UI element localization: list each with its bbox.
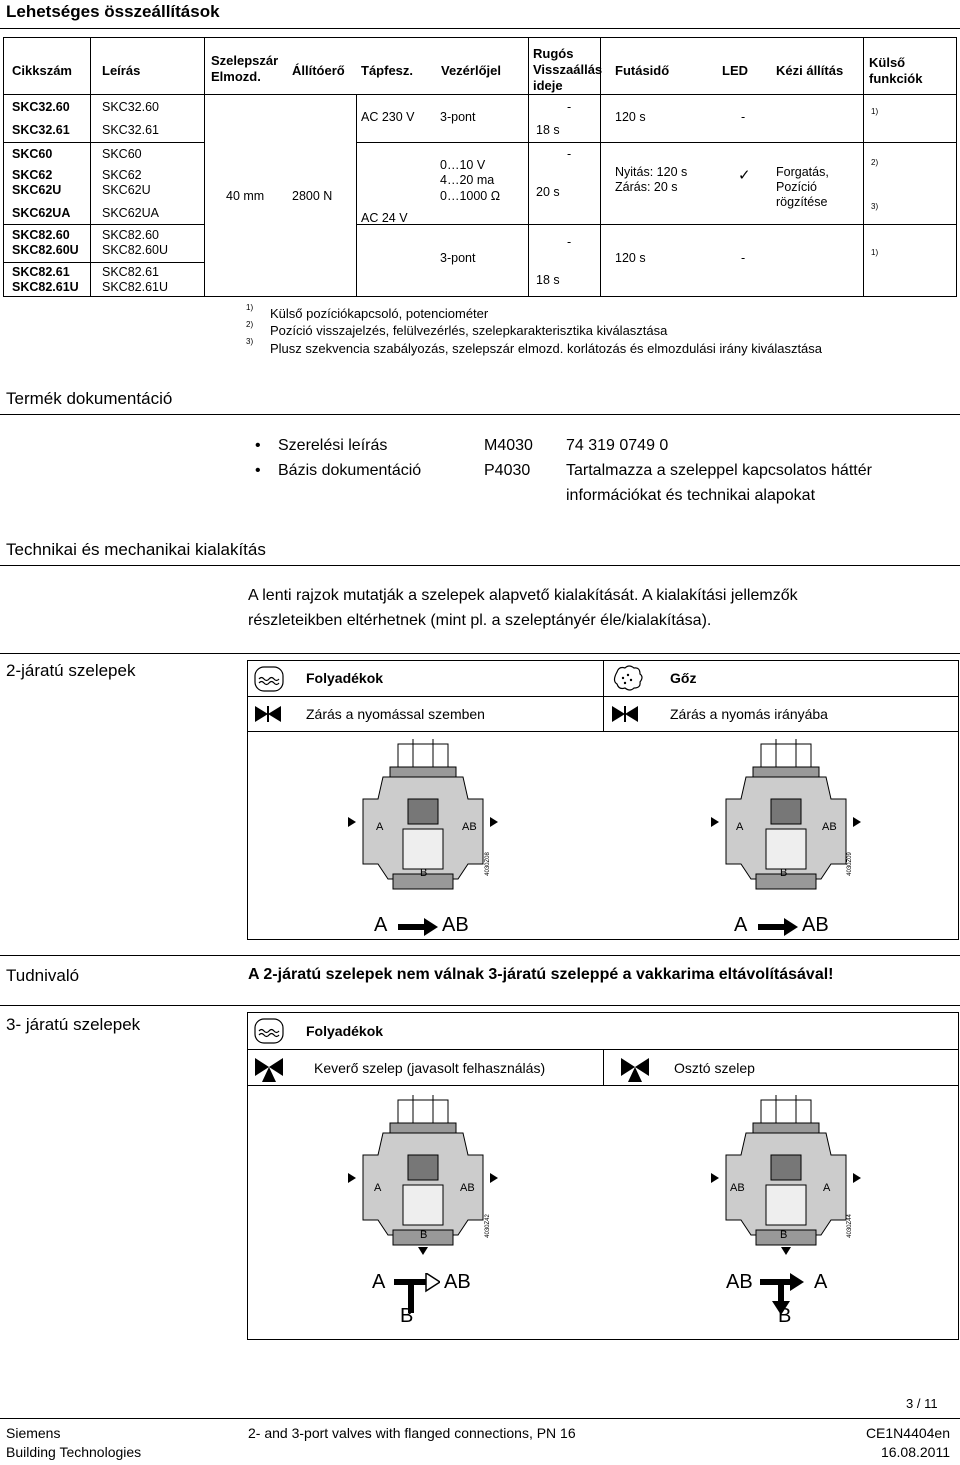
rugos-cell: 18 s bbox=[536, 273, 560, 287]
header-rugos: Rugós Visszaállás ideje bbox=[533, 46, 603, 93]
bullet-icon: • bbox=[255, 462, 261, 479]
port-label: A bbox=[374, 1182, 382, 1194]
footnote-text: Pozíció visszajelzés, felülvezérlés, szelepkarakterisztika kiválasztása bbox=[270, 323, 668, 338]
kezi-cell: Pozíció bbox=[776, 180, 817, 194]
section-termek-title: Termék dokumentáció bbox=[6, 389, 173, 408]
section-2port-title: 2-járatú szelepek bbox=[6, 661, 136, 680]
cikkszam-cell: SKC32.60 bbox=[12, 100, 70, 114]
termek-item-name: Szerelési leírás bbox=[278, 437, 388, 454]
header-futasido: Futásidő bbox=[615, 63, 670, 78]
drawing-code: 4030Z09 bbox=[846, 852, 853, 876]
futasido-cell: Zárás: 20 s bbox=[615, 180, 678, 194]
flow-label: AB bbox=[444, 1271, 471, 1293]
flow-label: B bbox=[778, 1305, 792, 1327]
futasido-cell: 120 s bbox=[615, 251, 646, 265]
led-cell: - bbox=[741, 251, 746, 265]
footnote-mark: 1) bbox=[246, 303, 254, 312]
section-rule bbox=[0, 565, 960, 566]
port-label: AB bbox=[460, 1182, 475, 1194]
page-title: Lehetséges összeállítások bbox=[6, 2, 220, 21]
leiras-cell: SKC32.60 bbox=[102, 100, 159, 114]
section-rule bbox=[0, 653, 960, 654]
bullet-icon: • bbox=[255, 437, 261, 454]
footer-date: 16.08.2011 bbox=[880, 1444, 950, 1460]
cikkszam-cell: SKC82.61 bbox=[12, 265, 70, 279]
header-led: LED bbox=[722, 63, 748, 78]
port-label: B bbox=[780, 1229, 788, 1241]
flow-label: A bbox=[814, 1271, 828, 1293]
flow-label: AB bbox=[442, 914, 469, 936]
leiras-cell: SKC62U bbox=[102, 183, 151, 197]
port-label: B bbox=[420, 1229, 428, 1241]
header-cikkszam: Cikkszám bbox=[12, 63, 72, 78]
medium-label-left: Folyadékok bbox=[306, 670, 384, 686]
kulso-cell: 1) bbox=[871, 107, 879, 116]
kezi-cell: Forgatás, bbox=[776, 165, 829, 179]
cikkszam-cell: SKC62U bbox=[12, 183, 62, 197]
flow-label: A bbox=[374, 914, 388, 936]
vezerlojel-cell: 3-pont bbox=[440, 110, 476, 124]
technikai-text: A lenti rajzok mutatják a szelepek alapvető kialakítását. A kialakítási jellemzők bbox=[248, 587, 798, 604]
termek-item-desc: információkat és technikai alapokat bbox=[566, 487, 816, 504]
medium-label-right: Gőz bbox=[670, 670, 697, 686]
mixing-valve-icon bbox=[254, 1056, 284, 1087]
mixing-valve-label: Keverő szelep (javasolt felhasználás) bbox=[314, 1060, 546, 1076]
cikkszam-cell: SKC82.60 bbox=[12, 228, 70, 242]
port-label: B bbox=[420, 867, 428, 879]
vezerlojel-cell: 0…10 V bbox=[440, 158, 486, 172]
cikkszam-cell: SKC60 bbox=[12, 147, 53, 161]
kulso-cell: 2) bbox=[871, 158, 879, 167]
closing-with-icon bbox=[611, 704, 639, 729]
medium-label: Folyadékok bbox=[306, 1023, 384, 1039]
allitoero-cell: 2800 N bbox=[292, 189, 333, 203]
three-port-panel bbox=[247, 1012, 959, 1340]
diverting-valve-label: Osztó szelep bbox=[674, 1060, 755, 1076]
port-label: AB bbox=[462, 821, 477, 833]
steam-icon bbox=[611, 664, 645, 697]
page-number: 3 / 11 bbox=[906, 1396, 938, 1411]
footnote-text: Plusz szekvencia szabályozás, szelepszár elmozd. korlátozás és elmozdulási irány kiválasztása bbox=[270, 341, 823, 356]
rugos-cell: - bbox=[567, 147, 572, 161]
futasido-cell: Nyitás: 120 s bbox=[615, 165, 688, 179]
rugos-cell: - bbox=[567, 235, 572, 249]
port-label: A bbox=[736, 821, 744, 833]
port-label: AB bbox=[822, 821, 837, 833]
leiras-cell: SKC60 bbox=[102, 147, 142, 161]
cikkszam-cell: SKC62 bbox=[12, 168, 53, 182]
liquid-icon bbox=[254, 1018, 284, 1049]
rugos-cell: 20 s bbox=[536, 185, 560, 199]
rugos-cell: 18 s bbox=[536, 123, 560, 137]
leiras-cell: SKC32.61 bbox=[102, 123, 159, 137]
drawing-code: 4030Z44 bbox=[846, 1214, 853, 1238]
technikai-text: részleteikben eltérhetnek (mint pl. a szeleptányér éle/kialakítása). bbox=[248, 612, 712, 629]
section-rule bbox=[0, 1005, 960, 1006]
flow-arrow-icon bbox=[758, 918, 798, 941]
termek-item-code: M4030 bbox=[484, 437, 533, 454]
cikkszam-cell: SKC32.61 bbox=[12, 123, 70, 137]
port-label: B bbox=[780, 867, 788, 879]
section-technikai-title: Technikai és mechanikai kialakítás bbox=[6, 540, 266, 559]
flow-label: A bbox=[734, 914, 748, 936]
footer-title: 2- and 3-port valves with flanged connections, PN 16 bbox=[248, 1425, 576, 1441]
led-cell: - bbox=[741, 110, 746, 124]
two-port-panel bbox=[247, 660, 959, 940]
leiras-cell: SKC62UA bbox=[102, 206, 159, 220]
termek-item-desc: 74 319 0749 0 bbox=[566, 437, 669, 454]
flow-arrow-icon bbox=[398, 918, 438, 941]
header-leiras: Leírás bbox=[102, 63, 141, 78]
termek-item-name: Bázis dokumentáció bbox=[278, 462, 422, 479]
footnote-mark: 3) bbox=[246, 337, 254, 346]
leiras-cell: SKC82.61U bbox=[102, 280, 169, 294]
port-label: A bbox=[376, 821, 384, 833]
closing-against-icon bbox=[254, 704, 282, 729]
tapfesz-cell: AC 230 V bbox=[361, 110, 415, 124]
cikkszam-cell: SKC62UA bbox=[12, 206, 71, 220]
leiras-cell: SKC62 bbox=[102, 168, 142, 182]
closing-label-left: Zárás a nyomással szemben bbox=[306, 706, 485, 722]
tapfesz-cell: AC 24 V bbox=[361, 211, 408, 225]
header-kulso: Külső funkciók bbox=[869, 55, 923, 86]
szelepszar-cell: 40 mm bbox=[226, 189, 265, 203]
footer-division: Building Technologies bbox=[6, 1444, 142, 1460]
footer-doc: CE1N4404en bbox=[865, 1425, 950, 1441]
section-rule bbox=[0, 955, 960, 956]
title-rule bbox=[0, 28, 960, 29]
footer-rule bbox=[0, 1418, 960, 1419]
vezerlojel-cell: 3-pont bbox=[440, 251, 476, 265]
leiras-cell: SKC82.60 bbox=[102, 228, 159, 242]
section-3port-title: 3- járatú szelepek bbox=[6, 1015, 141, 1034]
diverting-valve-icon bbox=[620, 1056, 650, 1087]
tudnivalo-text: A 2-járatú szelepek nem válnak 3-járatú szeleppé a vakkarima eltávolításával! bbox=[248, 966, 834, 983]
flow-label: A bbox=[372, 1271, 386, 1293]
header-szelepszar: Szelepszár Elmozd. bbox=[211, 53, 279, 84]
combinations-table bbox=[3, 37, 957, 297]
port-label: A bbox=[823, 1182, 831, 1194]
leiras-cell: SKC82.61 bbox=[102, 265, 159, 279]
footnote-text: Külső pozíciókapcsoló, potenciométer bbox=[270, 306, 489, 321]
cikkszam-cell: SKC82.60U bbox=[12, 243, 79, 257]
footer-company: Siemens bbox=[6, 1425, 61, 1441]
kulso-cell: 3) bbox=[871, 202, 879, 211]
vezerlojel-cell: 4…20 ma bbox=[440, 173, 495, 187]
section-rule bbox=[0, 414, 960, 415]
drawing-code: 4030Z08 bbox=[484, 852, 491, 876]
cikkszam-cell: SKC82.61U bbox=[12, 280, 79, 294]
flow-label: B bbox=[400, 1305, 414, 1327]
termek-item-code: P4030 bbox=[484, 462, 531, 479]
header-kezi: Kézi állítás bbox=[776, 63, 844, 78]
futasido-cell: 120 s bbox=[615, 110, 646, 124]
led-check: ✓ bbox=[738, 167, 751, 184]
closing-label-right: Zárás a nyomás irányába bbox=[670, 706, 828, 722]
kulso-cell: 1) bbox=[871, 248, 879, 257]
leiras-cell: SKC82.60U bbox=[102, 243, 169, 257]
tudnivalo-label: Tudnivaló bbox=[6, 966, 80, 985]
port-label: AB bbox=[730, 1182, 745, 1194]
drawing-code: 4030Z42 bbox=[484, 1214, 491, 1238]
header-vezerlojel: Vezérlőjel bbox=[441, 63, 501, 78]
liquid-icon bbox=[254, 666, 284, 697]
header-allitoero: Állítóerő bbox=[292, 63, 345, 78]
flow-label: AB bbox=[802, 914, 829, 936]
termek-item-desc: Tartalmazza a szeleppel kapcsolatos háttér bbox=[566, 462, 872, 479]
vezerlojel-cell: 0…1000 Ω bbox=[440, 189, 501, 203]
footnote-mark: 2) bbox=[246, 320, 254, 329]
kezi-cell: rögzítése bbox=[776, 195, 828, 209]
rugos-cell: - bbox=[567, 100, 572, 114]
flow-label: AB bbox=[726, 1271, 753, 1293]
header-tapfesz: Tápfesz. bbox=[361, 63, 414, 78]
